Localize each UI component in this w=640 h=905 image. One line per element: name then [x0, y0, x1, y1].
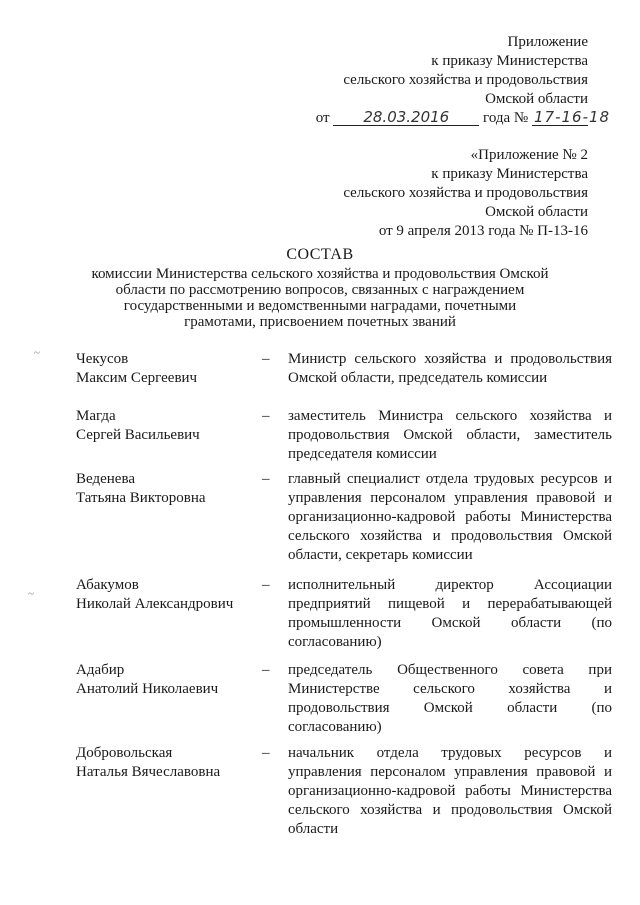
date-mid: года №	[483, 110, 529, 126]
member-position	[288, 576, 612, 652]
title-sub-line: государственными и ведомственными наградами, почетными	[123, 298, 517, 314]
member-name	[76, 744, 256, 782]
margin-mark: ~	[28, 588, 34, 600]
member-position	[288, 661, 612, 737]
dash-separator: –	[262, 662, 270, 678]
handwritten-number: 17-16-18	[534, 108, 611, 126]
margin-mark: ~	[34, 347, 40, 359]
position-line: Министр сельского хозяйства и продовольствия	[288, 351, 612, 367]
position-line: главный специалист отдела трудовых ресурсов и	[288, 471, 612, 487]
position-line: согласованию)	[288, 719, 382, 735]
date-prefix: от	[315, 110, 330, 126]
appendix2-header	[343, 146, 588, 241]
member-given-name: Наталья Вячеславовна	[76, 764, 221, 780]
member-name	[76, 407, 256, 445]
member-surname: Добровольская	[76, 745, 173, 761]
appendix-header	[315, 33, 611, 128]
appendix2-date: от 9 апреля 2013 года № П-13-16	[378, 223, 588, 239]
position-line: начальник отдела трудовых ресурсов и	[288, 745, 612, 761]
position-line: сельского хозяйства и продовольствия Омской	[288, 802, 612, 818]
position-line: согласованию)	[288, 634, 382, 650]
member-given-name: Анатолий Николаевич	[76, 681, 219, 697]
dash-separator: –	[262, 408, 270, 424]
position-line: предприятий пищевой и перерабатывающей	[288, 596, 612, 612]
member-surname: Магда	[76, 408, 116, 424]
member-name	[76, 661, 256, 699]
title-sub-line: грамотами, присвоением почетных званий	[184, 314, 456, 330]
appendix2-ministry: сельского хозяйства и продовольствия	[343, 185, 588, 201]
position-line: организационно-кадровой работы Министерства	[288, 509, 612, 525]
position-line: продовольствия Омской области (по	[288, 700, 612, 716]
member-given-name: Татьяна Викторовна	[76, 490, 206, 506]
dash-separator: –	[262, 577, 270, 593]
appendix2-region: Омской области	[485, 204, 588, 220]
member-position	[288, 744, 612, 839]
title-sub-line: комиссии Министерства сельского хозяйства и продовольствия Омской	[91, 266, 549, 282]
position-line: Министерстве сельского хозяйства и	[288, 681, 612, 697]
position-line: области	[288, 821, 339, 837]
appendix-label: Приложение	[507, 34, 588, 50]
position-line: председателя комиссии	[288, 446, 437, 462]
member-surname: Чекусов	[76, 351, 129, 367]
member-name	[76, 350, 256, 388]
title-subheading	[80, 266, 560, 330]
member-given-name: Сергей Васильевич	[76, 427, 200, 443]
position-line: области, секретарь комиссии	[288, 547, 473, 563]
appendix2-label: «Приложение № 2	[470, 147, 588, 163]
dash-separator: –	[262, 351, 270, 367]
title-heading: СОСТАВ	[286, 246, 354, 263]
position-line: председатель Общественного совета при	[288, 662, 612, 678]
dash-separator: –	[262, 745, 270, 761]
member-surname: Веденева	[76, 471, 135, 487]
member-position	[288, 350, 612, 388]
position-line: продовольствия Омской области, заместитель	[288, 427, 612, 443]
position-line: управления персоналом управления правовой и	[288, 764, 612, 780]
position-line: организационно-кадровой работы Министерства	[288, 783, 612, 799]
position-line: промышленности Омской области (по	[288, 615, 612, 631]
position-line: Омской области, председатель комиссии	[288, 370, 548, 386]
position-line: исполнительный директор Ассоциации	[288, 577, 612, 593]
document-title	[80, 247, 560, 330]
member-name	[76, 576, 256, 614]
member-position	[288, 407, 612, 464]
member-position	[288, 470, 612, 565]
order-ref-line: к приказу Министерства	[431, 53, 588, 69]
member-given-name: Николай Александрович	[76, 596, 234, 612]
position-line: заместитель Министра сельского хозяйства и	[288, 408, 612, 424]
ministry-line: сельского хозяйства и продовольствия	[343, 72, 588, 88]
member-surname: Адабир	[76, 662, 125, 678]
region-line: Омской области	[485, 91, 588, 107]
dash-separator: –	[262, 471, 270, 487]
order-date-line	[315, 108, 611, 128]
title-sub-line: области по рассмотрению вопросов, связанных с награждением	[115, 282, 525, 298]
member-name	[76, 470, 256, 508]
position-line: управления персоналом управления правовой и	[288, 490, 612, 506]
handwritten-date: 28.03.2016	[333, 110, 479, 126]
appendix2-order-ref: к приказу Министерства	[431, 166, 588, 182]
member-surname: Абакумов	[76, 577, 139, 593]
member-given-name: Максим Сергеевич	[76, 370, 198, 386]
position-line: сельского хозяйства и продовольствия Омской	[288, 528, 612, 544]
